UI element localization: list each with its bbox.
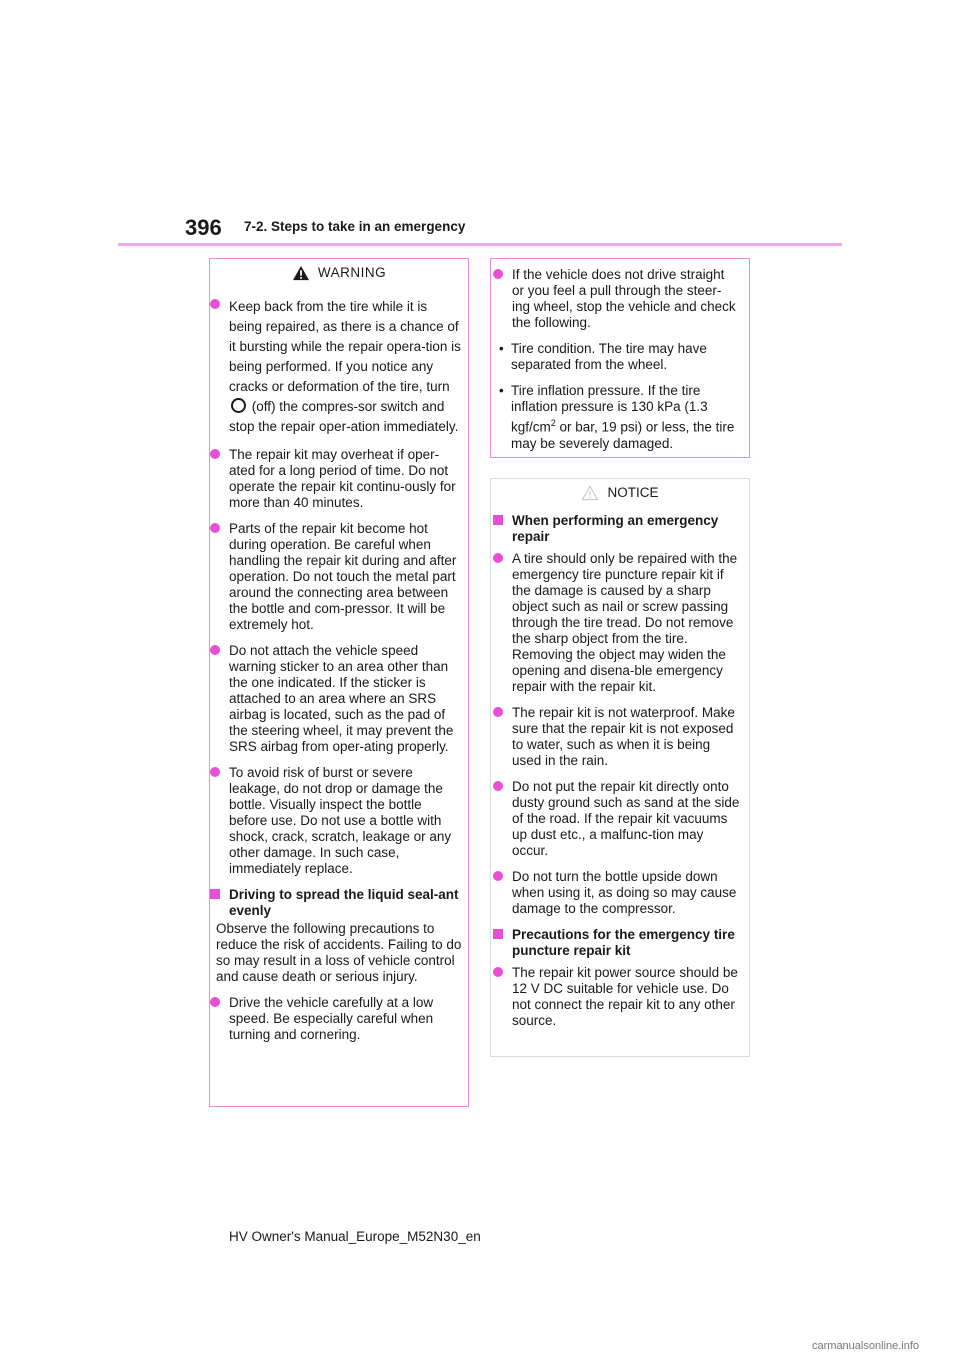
notice-subheading [499,513,741,545]
list-item [216,521,462,633]
page-number: 396 [185,215,222,240]
list-item [499,965,741,1029]
bullet-icon [210,523,220,533]
notice-title: NOTICE [607,485,659,500]
continued-dot2-text-a: Tire inflation pressure. If the tire inflation pressure is 130 kPa (1.3 kgf/cm [511,383,708,435]
warning-item2-text: The repair kit may overheat if oper-ated for a long period of time. Do not operate the repair kit continu-ously for more than 40 minutes. [229,447,456,510]
continued-dot2-text-b: or bar, 19 psi) or less, the tire may be severely damaged. [511,419,735,451]
list-item [216,995,462,1043]
continued-item1-text: If the vehicle does not drive straight or you feel a pull through the steer-ing wheel, stop the vehicle and check the following. [512,267,736,330]
warning-item4-text: Do not attach the vehicle speed warning sticker to an area other than the one indicated. If the sticker is attached to an area where an SRS airbag is located, such as the pad of the steering wheel, it may prevent the SRS airbag from oper-ating properly. [229,643,454,754]
notice-box [490,478,750,1057]
square-bullet-icon [210,889,220,899]
warning-item1-text-b: (off) the compres-sor switch and stop the repair oper-ation immediately. [229,399,459,434]
square-bullet-icon [493,515,503,525]
list-item [499,341,739,373]
warning-continued-box [490,258,750,458]
bullet-icon [210,645,220,655]
warning-triangle-icon [292,265,310,281]
notice-subheading2-text: Precautions for the emergency tire puncture repair kit [512,927,735,958]
superscript-2: 2 [550,418,556,428]
list-item [216,765,462,877]
square-bullet-icon [493,929,503,939]
notice-triangle-icon [581,485,599,501]
bullet-icon [210,299,220,309]
bullet-icon [210,997,220,1007]
notice-item3-text: Do not put the repair kit directly onto dusty ground such as sand at the side of the road. If the repair kit vacuums up dust etc., a malfunc-tion may occur. [512,779,740,858]
warning-title: WARNING [317,265,387,280]
warning-box [209,258,469,1107]
notice-item1-text: A tire should only be repaired with the emergency tire puncture repair kit if the damage is caused by a sharp object such as nail or screw passing through the tire tread. Do not remove the sharp object from the tire. Removing the object may widen the opening and disena-ble emergency repair with the repair kit. [512,551,738,694]
bullet-icon [210,449,220,459]
warning-subheading-text: Driving to spread the liquid seal-ant evenly [229,887,459,918]
warning-item1-text-a: Keep back from the tire while it is being repaired, as there is a chance of it bursting while the repair opera-tion is being performed. If you notice any cracks or deformation of the tire, turn [229,299,461,394]
list-item [216,447,462,511]
notice-item2-text: The repair kit is not waterproof. Make sure that the repair kit is not exposed to water, such as when it is being used in the rain. [512,705,735,768]
warning-header [216,263,462,283]
notice-subheading1-text: When performing an emergency repair [512,513,719,544]
notice-item5-text: The repair kit power source should be 12 V DC suitable for vehicle use. Do not connect the repair kit to any other source. [512,965,738,1028]
warning-item3-text: Parts of the repair kit become hot during operation. Be careful when handling the repair kit during and after operation. Do not touch the metal part around the connecting area between the bottle and com-pressor. It will be extremely hot. [229,521,457,632]
list-item [499,705,741,769]
notice-header [499,483,741,503]
list-item [499,869,741,917]
header-rule [118,243,842,246]
notice-subheading [499,927,741,959]
bullet-icon [493,871,503,881]
bullet-icon [493,707,503,717]
list-item [499,383,739,452]
bullet-icon [493,781,503,791]
warning-subheading [216,887,462,919]
bullet-icon [493,269,503,279]
list-item [499,267,739,331]
dot-bullet: • [499,383,504,398]
warning-item6-text: Drive the vehicle carefully at a low speed. Be especially careful when turning and cornering. [229,995,434,1042]
list-item [216,643,462,755]
list-item [499,551,741,695]
list-item [499,779,741,859]
watermark: carmanualsonline.info [812,1340,920,1352]
power-off-icon [231,398,246,413]
bullet-icon [210,767,220,777]
bullet-icon [493,967,503,977]
list-item [216,297,462,437]
continued-dot1-text: Tire condition. The tire may have separated from the wheel. [511,341,707,372]
notice-item4-text: Do not turn the bottle upside down when using it, as doing so may cause damage to the compressor. [512,869,737,916]
warning-item5-text: To avoid risk of burst or severe leakage, do not drop or damage the bottle. Visually inspect the bottle before use. Do not use a bottle with shock, crack, scratch, leakage or any other damage. In such case, immediately replace. [229,765,452,876]
dot-bullet: • [499,341,504,356]
warning-paragraph: Observe the following precautions to reduce the risk of accidents. Failing to do so may result in a loss of vehicle control and cause death or serious injury. [216,921,462,984]
bullet-icon [493,553,503,563]
section-title: 7-2. Steps to take in an emergency [244,219,466,234]
manual-name: HV Owner's Manual_Europe_M52N30_en [229,1229,481,1244]
